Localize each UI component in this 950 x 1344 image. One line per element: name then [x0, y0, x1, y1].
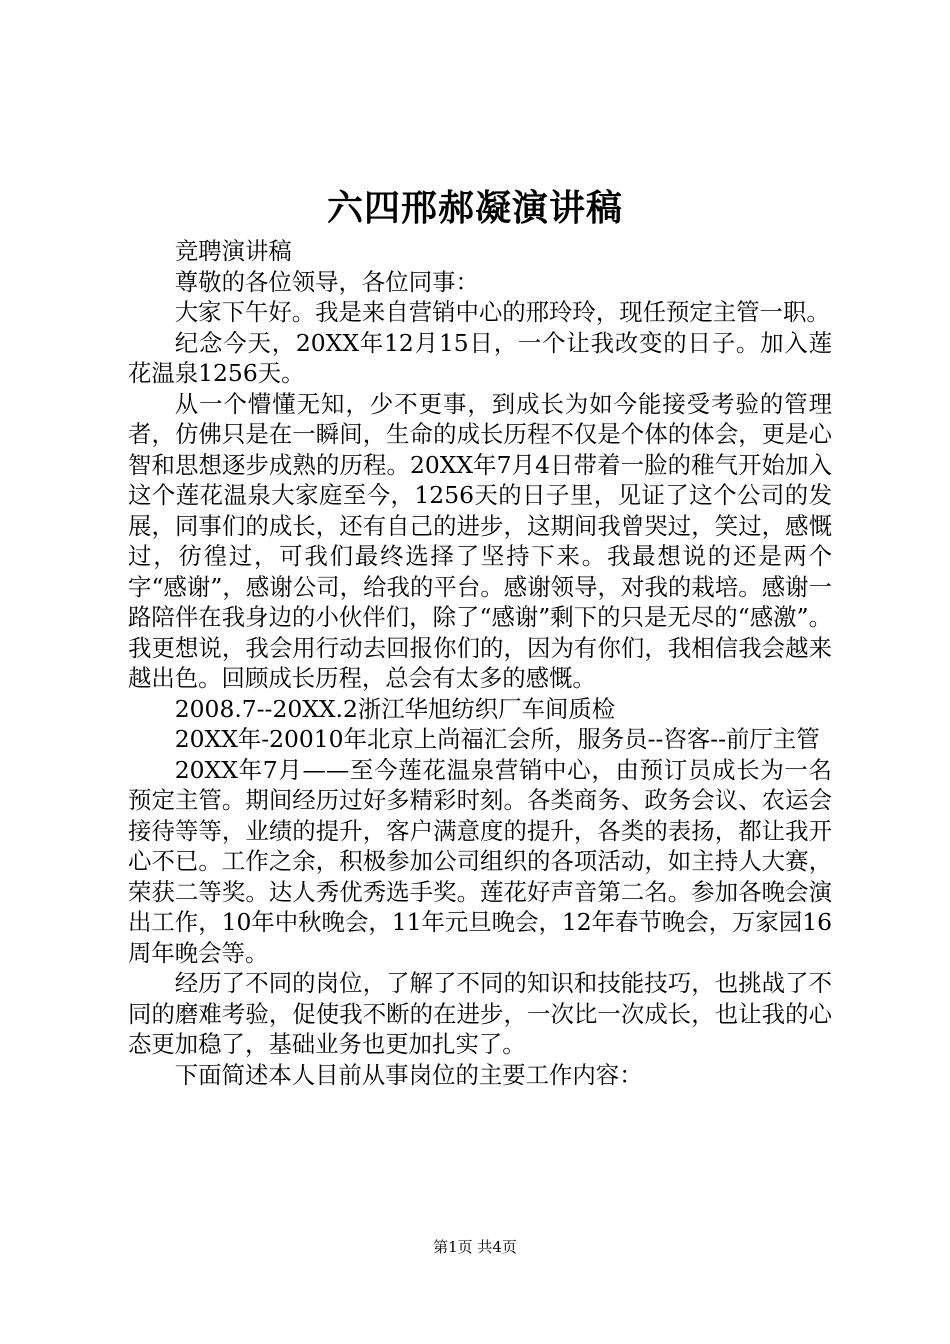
document-body — [128, 236, 832, 1090]
paragraph: 纪念今天，20XX年12月15日，一个让我改变的日子。加入莲花温泉1256天。 — [128, 328, 832, 387]
paragraph: 尊敬的各位领导，各位同事： — [174, 267, 479, 296]
paragraph: 从一个懵懂无知，少不更事，到成长为如今能接受考验的管理者，仿佛只是在一瞬间，生命的成长历程不仅是个体的体会，更是心智和思想逐步成熟的历程。20XX年7月4日带着一脸的稚气开始加入这个莲花温泉大家庭至今，1256天的日子里，见证了这个公司的发展，同事们的成长，还有自己的进步，这期间我曾哭过，笑过，感慨过，彷徨过，可我们最终选择了坚持下来。我最想说的还是两个字“感谢”，感谢公司，给我的平台。感谢领导，对我的栽培。感谢一路陪伴在我身边的小伙伴们，除了“感谢”剩下的只是无尽的“感激”。我更想说，我会用行动去回报你们的，因为有你们，我相信我会越来越出色。回顾成长历程，总会有太多的感慨。 — [128, 389, 832, 692]
paragraph: 竞聘演讲稿 — [174, 237, 292, 265]
paragraph: 20XX年7月——至今莲花温泉营销中心，由预订员成长为一名预定主管。期间经历过好多精彩时刻。各类商务、政务会议、农运会接待等等，业绩的提升，客户满意度的提升，各类的表扬，都让我开心不已。工作之余，积极参加公司组织的各项活动，如主持人大赛，荣获二等奖。达人秀优秀选手奖。莲花好声音第二名。参加各晚会演出工作，10年中秋晚会，11年元旦晚会，12年春节晚会，万家园16周年晚会等。 — [128, 755, 832, 967]
paragraph: 经历了不同的岗位，了解了不同的知识和技能技巧，也挑战了不同的磨难考验，促使我不断的在进步，一次比一次成长，也让我的心态更加稳了，基础业务也更加扎实了。 — [128, 969, 832, 1058]
paragraph: 2008.7--20XX.2浙江华旭纺织厂车间质检 — [174, 694, 616, 723]
paragraph: 20XX年-20010年北京上尚福汇会所，服务员--咨客--前厅主管 — [174, 725, 820, 753]
document-title: 六四邢郝凝演讲稿 — [326, 187, 623, 229]
paragraph: 下面简述本人目前从事岗位的主要工作内容： — [174, 1060, 643, 1089]
paragraph: 大家下午好。我是来自营销中心的邢玲玲，现任预定主管一职。 — [174, 298, 830, 326]
page-footer: 第1页 共4页 — [433, 1238, 517, 1256]
